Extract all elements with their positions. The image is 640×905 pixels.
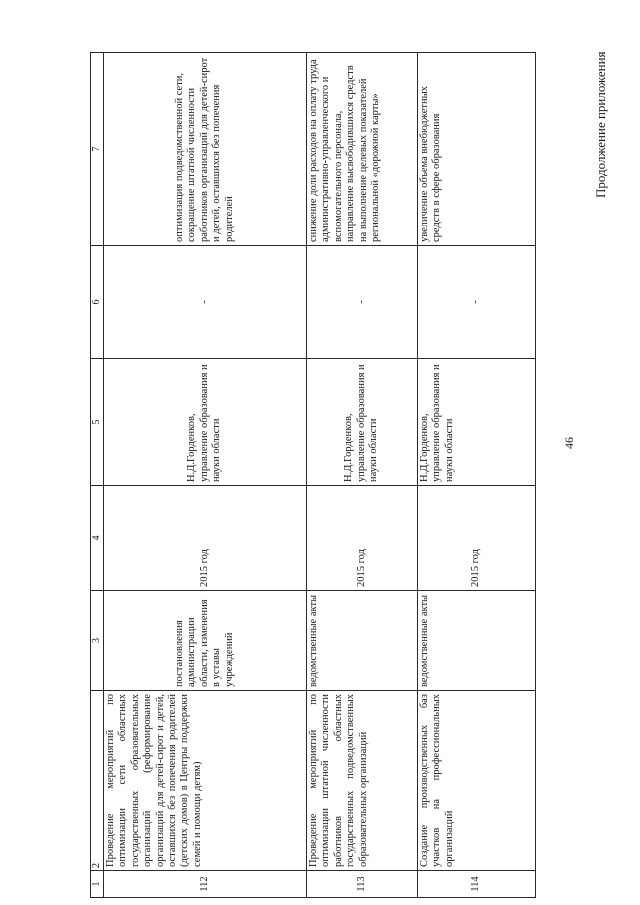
table-row <box>307 53 418 898</box>
column-header: 3 <box>91 591 104 691</box>
event-cell: Проведение мероприятий по оптимизации сети областных государственных образовательных организаций (реформирование организаций для детей-сирот и детей, оставшихся без попечения родителей (детских домов) в Центры поддержки семей и помощи детям) <box>104 691 307 871</box>
term-cell: 2015 год <box>418 486 536 591</box>
column6-cell: - <box>104 246 307 359</box>
event-cell: Создание производственных баз участков на профессиональных организаций <box>418 691 536 871</box>
row-number: 114 <box>418 871 536 898</box>
plan-table-wrapper <box>90 57 530 898</box>
column-header: 6 <box>91 246 104 359</box>
responsible-cell: Н.Д.Горденков, управление образования и науки области <box>418 359 536 486</box>
column-header: 1 <box>91 871 104 898</box>
term-cell: 2015 год <box>307 486 418 591</box>
column-header: 5 <box>91 359 104 486</box>
documents-cell: ведомственные акты <box>307 591 418 691</box>
result-cell: снижение доли расходов на оплату труда административно-управленческого и вспомогательного персонала, направление высвободившихся средств на выполнение целевых показателей региональной «дорожной карты» <box>307 53 418 246</box>
row-number: 113 <box>307 871 418 898</box>
page-number: 46 <box>562 437 576 449</box>
column6-cell: - <box>307 246 418 359</box>
row-number: 112 <box>104 871 307 898</box>
table-header-row <box>91 53 104 898</box>
header-title: Продолжение приложения <box>593 51 608 198</box>
column6-cell: - <box>418 246 536 359</box>
event-cell: Проведение мероприятий по оптимизации штатной численности работников областных государственных подведомственных образовательных организаций <box>307 691 418 871</box>
responsible-cell: Н.Д.Горденков, управление образования и науки области <box>307 359 418 486</box>
result-cell: увеличение объема внебюджетных средств в сфере образования <box>418 53 536 246</box>
documents-cell: постановления администрации области, изменения в уставы учреждений <box>104 591 307 691</box>
responsible-cell: Н.Д.Горденков, управление образования и науки области <box>104 359 307 486</box>
column-header: 4 <box>91 486 104 591</box>
table-row <box>418 53 536 898</box>
documents-cell: ведомственные акты <box>418 591 536 691</box>
column-header: 7 <box>91 53 104 246</box>
result-cell: оптимизация подведомственной сети, сокращение штатной численности работников организаций для детей-сирот и детей, оставшихся без попечения родителей <box>104 53 307 246</box>
plan-table <box>90 52 536 898</box>
table-row <box>104 53 307 898</box>
term-cell: 2015 год <box>104 486 307 591</box>
column-header: 2 <box>91 691 104 871</box>
